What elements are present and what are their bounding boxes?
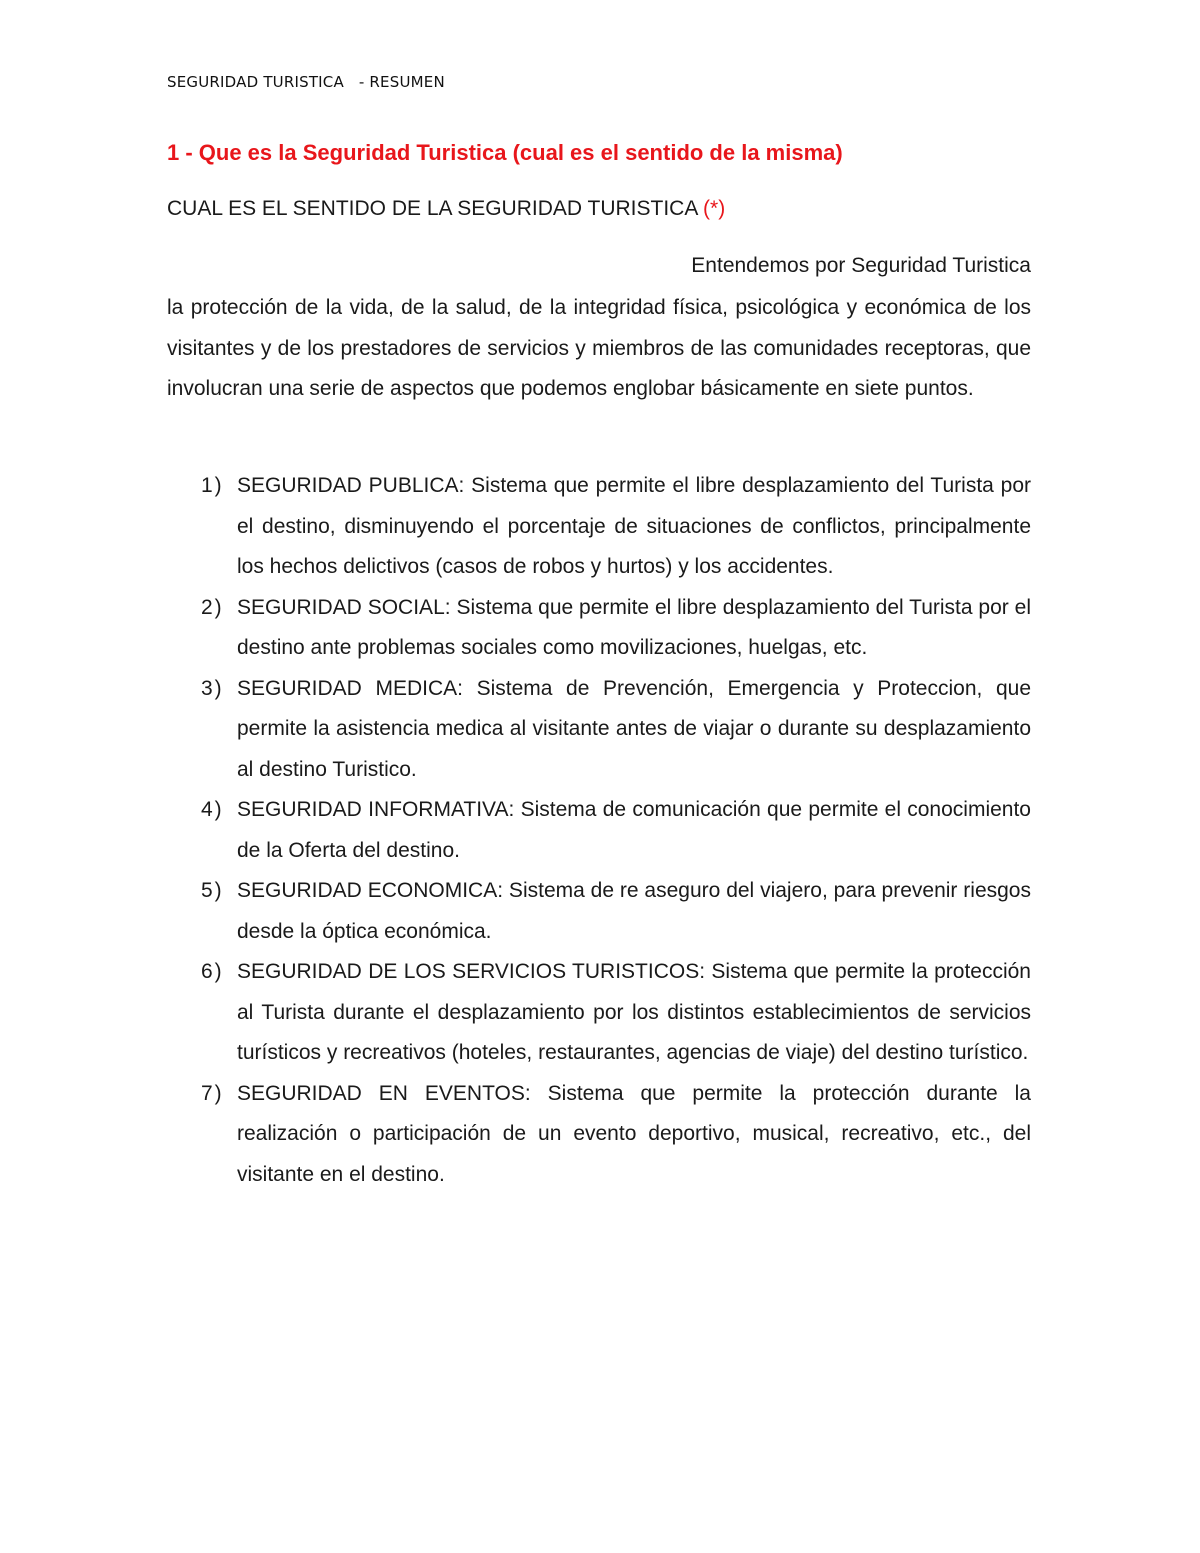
list-item-text: SEGURIDAD EN EVENTOS: Sistema que permite la protección durante la realización o participación de un evento deportivo, musical, recreativo, etc., del visitante en el destino.	[237, 1081, 1031, 1186]
subheading	[167, 197, 725, 221]
list-item-text: SEGURIDAD DE LOS SERVICIOS TURISTICOS: Sistema que permite la protección al Turista durante el desplazamiento por los distintos establecimientos de servicios turísticos y recreativos (hoteles, restaurantes, agencias de viaje) del destino turístico.	[237, 960, 1031, 1064]
list-item-text: SEGURIDAD SOCIAL: Sistema que permite el libre desplazamiento del Turista por el destino ante problemas sociales como movilizaciones, huelgas, etc.	[237, 595, 1031, 659]
subheading-text: CUAL ES EL SENTIDO DE LA SEGURIDAD TURISTICA	[167, 197, 704, 220]
list-item-number: 6)	[201, 960, 224, 983]
list-item-number: 7)	[201, 1081, 224, 1105]
list-item	[167, 790, 1031, 871]
list-item-number: 4)	[201, 798, 224, 821]
intro-lead: Entendemos por Seguridad Turistica	[691, 254, 1031, 277]
list-item-number: 2)	[201, 595, 224, 619]
list-item	[167, 952, 1031, 1074]
list-item	[167, 466, 1031, 588]
list-item	[167, 588, 1031, 669]
intro-paragraph: la protección de la vida, de la salud, de la integridad física, psicológica y económica de los visitantes y de los prestadores de servicios y miembros de las comunidades receptoras, que involucran una serie de aspectos que podemos englobar básicamente en siete puntos.	[167, 296, 1031, 400]
points-list	[167, 466, 1031, 1195]
list-item-number: 5)	[201, 879, 224, 902]
list-item-number: 3)	[201, 676, 224, 700]
list-item	[167, 871, 1031, 952]
list-item-text: SEGURIDAD MEDICA: Sistema de Prevención, Emergencia y Proteccion, que permite la asistencia medica al visitante antes de viajar o durante su desplazamiento al destino Turistico.	[237, 676, 1031, 781]
page-header: SEGURIDAD TURISTICA - RESUMEN	[167, 73, 445, 91]
footnote-marker: (*)	[703, 197, 726, 220]
list-item-text: SEGURIDAD INFORMATIVA: Sistema de comunicación que permite el conocimiento de la Oferta del destino.	[237, 798, 1031, 862]
list-item-text: SEGURIDAD PUBLICA: Sistema que permite el libre desplazamiento del Turista por el destino, disminuyendo el porcentaje de situaciones de conflictos, principalmente los hechos delictivos (casos de robos y hurtos) y los accidentes.	[237, 474, 1031, 578]
list-item-number: 1)	[201, 474, 224, 497]
list-item	[167, 669, 1031, 791]
list-item-text: SEGURIDAD ECONOMICA: Sistema de re aseguro del viajero, para prevenir riesgos desde la óptica económica.	[237, 879, 1031, 943]
list-item	[167, 1074, 1031, 1196]
section-heading: 1 - Que es la Seguridad Turistica (cual es el sentido de la misma)	[167, 140, 843, 165]
